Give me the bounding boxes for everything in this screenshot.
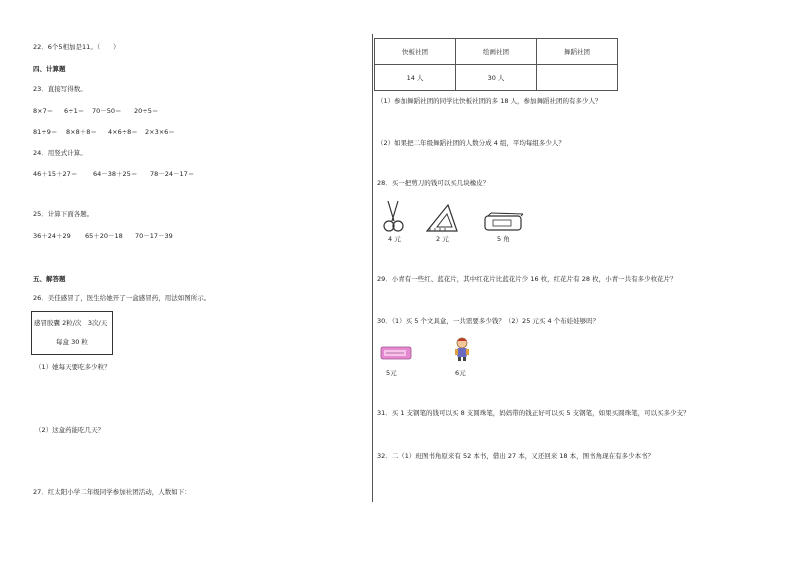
item-price: 4 元	[388, 235, 401, 243]
vertical-calc-item: 64－38＋25＝	[93, 170, 138, 178]
question-31: 31．买 1 支钢笔的钱可以买 8 支圆珠笔，妈妈带的钱正好可以买 5 支钢笔，如果买圆珠笔，可以买多少支？	[377, 409, 690, 417]
question-32: 32．二（1）班图书角原来有 52 本书，借出 27 本，又还回来 18 本，图书角现在有多少本书？	[377, 452, 655, 460]
question-23: 23．直接写得数。	[33, 85, 87, 93]
question-28: 28．买一把剪刀的钱可以买几块橡皮？	[377, 179, 490, 187]
vertical-calc-item: 46＋15＋27＝	[33, 170, 78, 178]
calc-item: 70－50＝	[92, 107, 122, 115]
question-26-2: （2）这盒药能吃几天？	[35, 426, 105, 434]
eraser-icon	[484, 212, 524, 232]
question-27: 27．红太阳小学二年级同学参加社团活动，人数如下：	[33, 488, 191, 496]
question-30: 30．（1）买 5 个文具盒，一共需要多少钱？（2）25 元买 4 个布娃娃够吗？	[377, 317, 600, 325]
item-price: 6元	[455, 369, 466, 377]
question-26: 26．美佳感冒了，医生给她开了一盒感冒药，用法如图所示。	[33, 294, 211, 302]
triangle-ruler-icon	[426, 204, 458, 232]
question-29: 29．小青有一些红、蓝花片，其中红花片比蓝花片少 16 枚，红花片有 28 枚，小青一共有多少枚花片？	[377, 275, 677, 283]
column-divider	[372, 34, 373, 502]
scissors-icon	[380, 199, 406, 233]
table-header-cell: 绘画社团	[456, 39, 537, 65]
table-cell: 14 人	[375, 65, 456, 91]
table-row	[375, 65, 618, 91]
calc-item: 20÷5＝	[134, 107, 159, 115]
mixed-calc-item: 70－17－39	[135, 232, 173, 240]
mixed-calc-item: 65＋20－18	[85, 232, 123, 240]
question-26-1: （1）她每天要吃多少粒？	[35, 363, 111, 371]
table-header-cell: 舞蹈社团	[537, 39, 618, 65]
vertical-calc-item: 78－24－17＝	[150, 170, 195, 178]
question-27-2: （2）如果把二年级舞蹈社团的人数分成 4 组，平均每组多少人？	[377, 139, 565, 147]
calc-item: 8×8＋8＝	[66, 128, 97, 136]
calc-item: 2×3×6＝	[145, 128, 175, 136]
doll-icon	[452, 336, 472, 362]
question-22: 22．6个5相加是11。（ ）	[33, 43, 120, 51]
section-heading-5: 五、解答题	[33, 275, 66, 283]
item-price: 2 元	[436, 235, 449, 243]
question-25: 25．计算下面各题。	[33, 210, 94, 218]
calc-item: 4×6÷8＝	[108, 128, 138, 136]
item-price: 5 角	[497, 235, 510, 243]
calc-item: 8×7＝	[33, 107, 54, 115]
item-price: 5元	[386, 369, 397, 377]
calc-item: 6÷1＝	[64, 107, 85, 115]
table-row	[375, 39, 618, 65]
table-cell: 30 人	[456, 65, 537, 91]
mixed-calc-item: 36＋24＋29	[33, 232, 71, 240]
section-heading-4: 四、计算题	[33, 65, 66, 73]
question-24: 24．用竖式计算。	[33, 149, 87, 157]
medicine-count: 每盒 30 粒	[56, 338, 88, 346]
pencil-case-icon	[380, 344, 414, 362]
question-27-1: （1）参加舞蹈社团的同学比快板社团的多 18 人，参加舞蹈社团的有多少人？	[377, 97, 602, 105]
table-header-cell: 快板社团	[375, 39, 456, 65]
calc-item: 81÷9＝	[33, 128, 58, 136]
table-cell	[537, 65, 618, 91]
medicine-instruction-box	[31, 311, 113, 355]
club-table	[374, 38, 618, 91]
medicine-dosage: 感冒胶囊 2粒/次 3次/天	[34, 319, 108, 327]
